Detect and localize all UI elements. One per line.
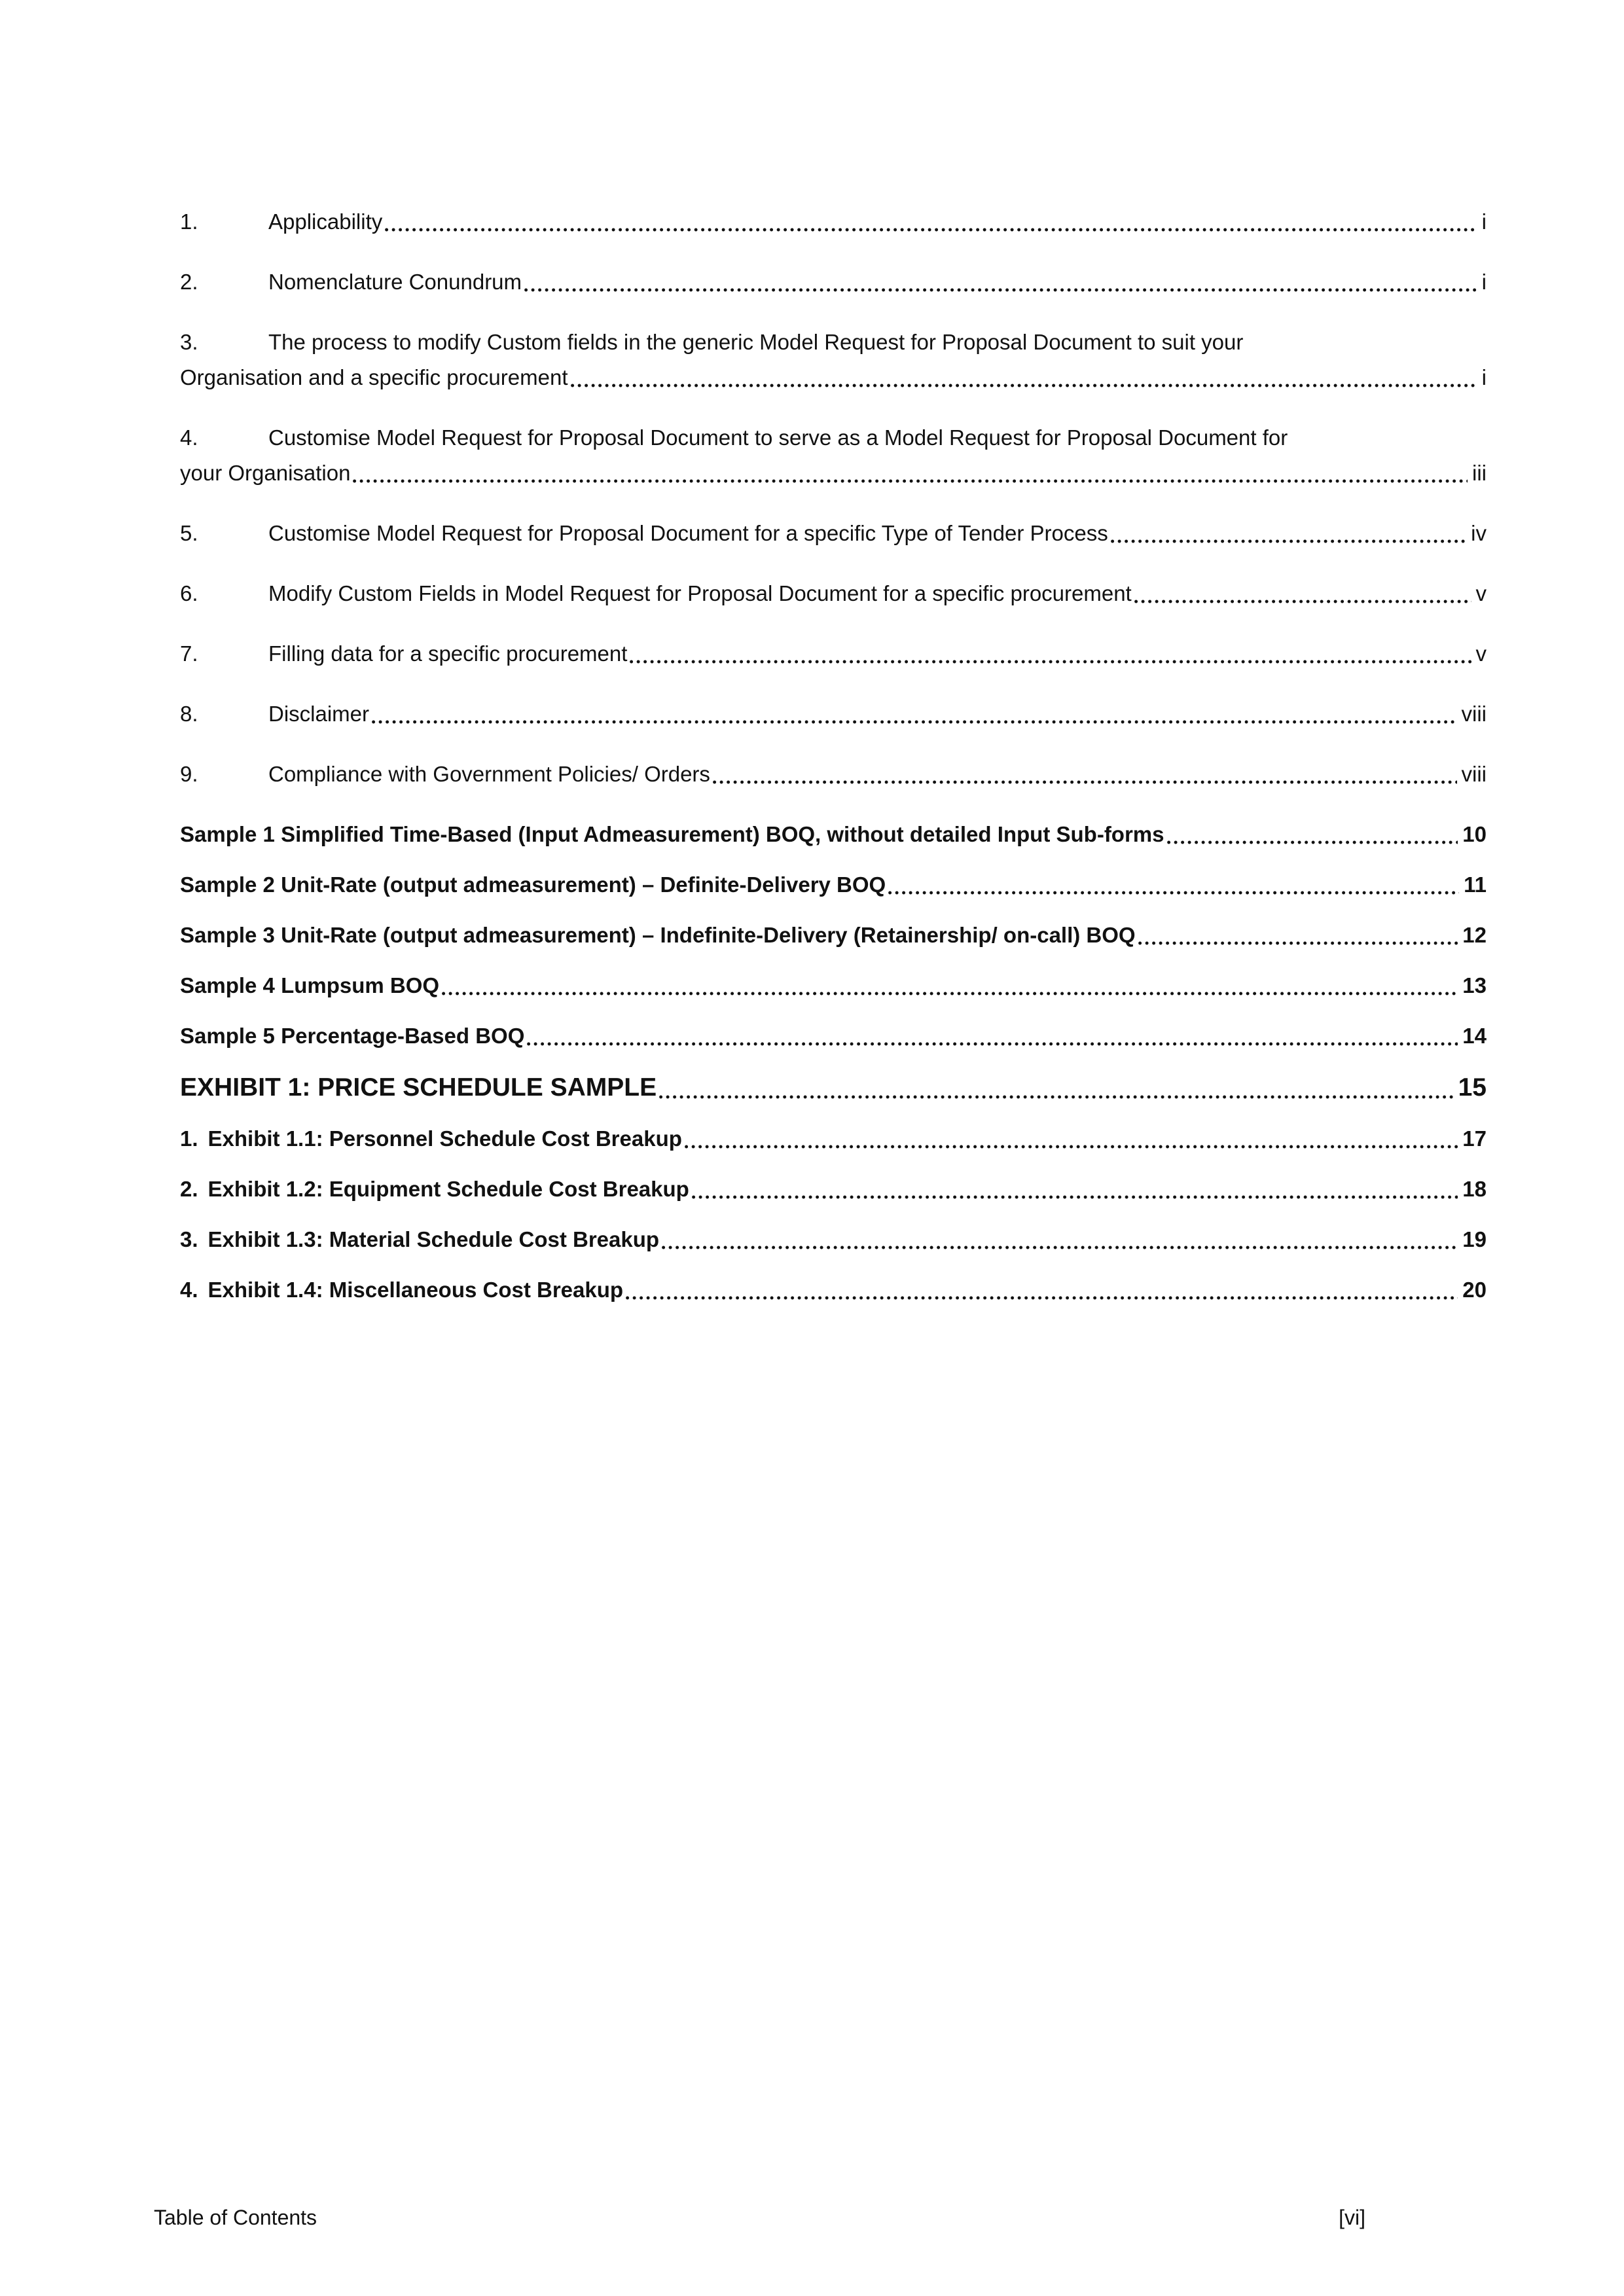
toc-entry-second-line [180, 456, 1487, 491]
dot-leader [626, 1296, 1458, 1300]
toc-entry-text-continued: Organisation and a specific procurement [180, 365, 568, 389]
toc-entry-page: 17 [1462, 1126, 1487, 1151]
dot-leader [692, 1195, 1458, 1199]
toc-entry-page: 19 [1462, 1227, 1487, 1251]
toc-entry-text: Sample 4 Lumpsum BOQ [180, 973, 440, 997]
toc-entry-page: i [1481, 209, 1487, 234]
toc-entry-number: 2. [180, 1177, 198, 1201]
toc-entry[interactable] [180, 1069, 1487, 1107]
toc-entry[interactable] [180, 817, 1487, 852]
toc-entry[interactable] [180, 576, 1487, 611]
toc-entry-text: Modify Custom Fields in Model Request for Proposal Document for a specific procurement [268, 581, 1132, 605]
toc-entry-number: 2. [180, 270, 198, 294]
toc-entry-text: Nomenclature Conundrum [268, 270, 522, 294]
toc-entry-page: viii [1461, 702, 1487, 726]
toc-entry-page: 10 [1462, 822, 1487, 846]
toc-entry[interactable] [180, 1172, 1487, 1207]
toc-entry-page: iii [1472, 461, 1487, 485]
toc-entry-text-continued: your Organisation [180, 461, 351, 485]
toc-entry[interactable] [180, 264, 1487, 300]
toc-entry[interactable] [180, 325, 1487, 395]
toc-entry-page: 11 [1464, 872, 1487, 897]
toc-entry-number: 8. [180, 702, 198, 726]
toc-entry[interactable] [180, 1018, 1487, 1054]
toc-entry-text: Sample 5 Percentage-Based BOQ [180, 1024, 525, 1048]
toc-entry-page: 14 [1462, 1024, 1487, 1048]
toc-entry-page: i [1481, 365, 1487, 389]
footer-page-number: [vi] [1339, 2206, 1365, 2229]
toc-entry-page: i [1481, 270, 1487, 294]
dot-leader [385, 228, 1477, 232]
toc-entry-page: iv [1471, 521, 1487, 545]
toc-entry-page: 12 [1462, 923, 1487, 947]
toc-entry-text: Customise Model Request for Proposal Document for a specific Type of Tender Process [268, 521, 1108, 545]
dot-leader [888, 891, 1459, 895]
toc-entry-text: Exhibit 1.3: Material Schedule Cost Breakup [208, 1227, 660, 1251]
toc-entry-page: v [1475, 581, 1487, 605]
toc-entry-number: 1. [180, 1126, 198, 1151]
dot-leader [1134, 600, 1471, 603]
toc-entry-number: 1. [180, 209, 198, 234]
toc-entry-text: Exhibit 1.2: Equipment Schedule Cost Breakup [208, 1177, 689, 1201]
toc-entry-number: 4. [180, 1278, 198, 1302]
toc-entry[interactable] [180, 1222, 1487, 1257]
toc-entry[interactable] [180, 420, 1487, 491]
toc-entry-number: 7. [180, 641, 198, 666]
toc-entry-first-line [180, 420, 1487, 456]
toc-entry-page: 20 [1462, 1278, 1487, 1302]
toc-entry-number: 4. [180, 425, 198, 450]
dot-leader [659, 1095, 1454, 1099]
toc-list [180, 204, 1487, 1323]
page-footer [154, 2204, 1365, 2231]
toc-entry-text: Exhibit 1.4: Miscellaneous Cost Breakup [208, 1278, 624, 1302]
toc-entry-second-line [180, 360, 1487, 395]
dot-leader [442, 992, 1458, 996]
toc-entry[interactable] [180, 516, 1487, 551]
toc-entry-number: 5. [180, 521, 198, 545]
dot-leader [524, 288, 1477, 292]
dot-leader [685, 1145, 1458, 1149]
toc-entry[interactable] [180, 636, 1487, 672]
toc-entry[interactable] [180, 757, 1487, 792]
toc-entry[interactable] [180, 918, 1487, 953]
toc-entry-text: Customise Model Request for Proposal Document to serve as a Model Request for Proposal Document for [268, 425, 1288, 450]
toc-entry[interactable] [180, 1272, 1487, 1308]
toc-entry-text: Exhibit 1.1: Personnel Schedule Cost Breakup [208, 1126, 682, 1151]
dot-leader [372, 720, 1456, 724]
dot-leader [1111, 539, 1466, 543]
toc-entry[interactable] [180, 968, 1487, 1003]
toc-entry[interactable] [180, 867, 1487, 903]
toc-entry-text: Sample 3 Unit-Rate (output admeasurement) – Indefinite-Delivery (Retainership/ on-call) BOQ [180, 923, 1136, 947]
toc-entry-text: Filling data for a specific procurement [268, 641, 628, 666]
dot-leader [571, 384, 1477, 387]
dot-leader [630, 660, 1471, 664]
footer-section-title: Table of Contents [154, 2206, 317, 2229]
toc-entry-number: 9. [180, 762, 198, 786]
toc-entry-page: 13 [1462, 973, 1487, 997]
toc-entry[interactable] [180, 204, 1487, 240]
toc-entry-number: 3. [180, 1227, 198, 1251]
dot-leader [1167, 840, 1458, 844]
toc-entry-page: v [1475, 641, 1487, 666]
toc-entry-page: 18 [1462, 1177, 1487, 1201]
toc-entry-text: Sample 1 Simplified Time-Based (Input Admeasurement) BOQ, without detailed Input Sub-forms [180, 822, 1164, 846]
dot-leader [353, 479, 1468, 483]
toc-entry-first-line [180, 325, 1487, 360]
dot-leader [713, 780, 1457, 784]
toc-entry-text: Applicability [268, 209, 383, 234]
dot-leader [1138, 941, 1458, 945]
toc-entry[interactable] [180, 696, 1487, 732]
toc-entry-text: Disclaimer [268, 702, 370, 726]
toc-entry-text: Sample 2 Unit-Rate (output admeasurement) – Definite-Delivery BOQ [180, 872, 886, 897]
toc-entry-page: 15 [1458, 1073, 1487, 1102]
toc-entry-text: EXHIBIT 1: PRICE SCHEDULE SAMPLE [180, 1073, 657, 1102]
toc-entry-text: Compliance with Government Policies/ Orders [268, 762, 710, 786]
toc-entry-number: 3. [180, 330, 198, 354]
toc-entry-text: The process to modify Custom fields in the generic Model Request for Proposal Document to suit your [268, 330, 1244, 354]
toc-entry[interactable] [180, 1121, 1487, 1157]
toc-entry-number: 6. [180, 581, 198, 605]
toc-entry-page: viii [1461, 762, 1487, 786]
dot-leader [527, 1042, 1458, 1046]
dot-leader [662, 1246, 1458, 1249]
